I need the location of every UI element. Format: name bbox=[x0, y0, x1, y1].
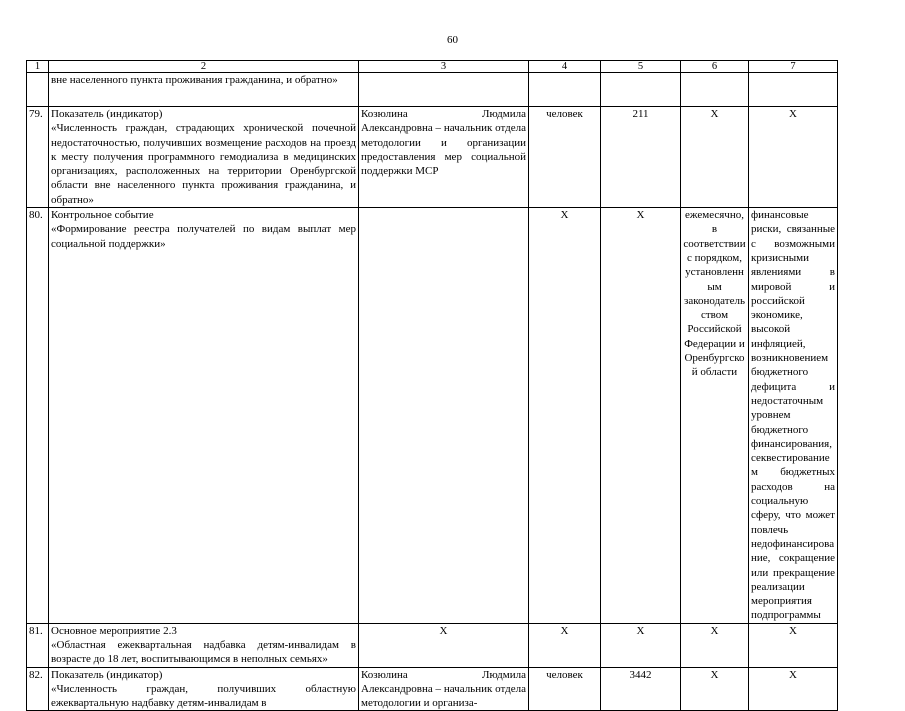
row-description: «Областная ежеквартальная надбавка детям-инвалидам в возрасте до 18 лет, воспитывающимся в неполных семьях» bbox=[51, 638, 356, 666]
row-name: вне населенного пункта проживания гражданина, и обратно» bbox=[49, 73, 359, 107]
row-col7 bbox=[749, 73, 838, 107]
row-description: «Формирование реестра получателей по видам выплат мер социальной поддержки» bbox=[51, 223, 356, 250]
row-col7: X bbox=[749, 623, 838, 667]
row-col3: X bbox=[359, 623, 529, 667]
row-title: Основное мероприятие 2.3 bbox=[51, 624, 177, 637]
row-name bbox=[49, 107, 359, 208]
row-col4: X bbox=[529, 208, 601, 624]
column-number-row bbox=[27, 61, 838, 73]
column-header-7: 7 bbox=[749, 61, 838, 73]
row-unit: человек bbox=[529, 667, 601, 711]
row-risks: финансовые риски, связанные с возможными кризисными явлениями в мировой и российской экономике, высокой инфляцией, возникновением бюджетного дефицита и недостаточным уровнем бюджетного финансирования, секвестированием бюджетных расходов на социальную сферу, что может повлечь недофинансирование, сокращение или прекращение реализации мероприятия подпрограммы bbox=[749, 208, 838, 624]
row-number: 79. bbox=[27, 107, 49, 208]
row-description: «Численность граждан, страдающих хронической почечной недостаточностью, получивших возмещение расходов на проезд к месту получения программного гемодиализа в медицинских организациях, расположенных на территории Оренбургской области вне населенного пункта проживания гражданина, и обратно» bbox=[51, 122, 356, 206]
row-name bbox=[49, 623, 359, 667]
row-number bbox=[27, 73, 49, 107]
column-header-1: 1 bbox=[27, 61, 49, 73]
row-name bbox=[49, 667, 359, 711]
row-col4 bbox=[529, 73, 601, 107]
column-header-3: 3 bbox=[359, 61, 529, 73]
table-row-continuation bbox=[27, 73, 838, 107]
row-title: Показатель (индикатор) bbox=[51, 668, 163, 681]
program-table bbox=[26, 60, 838, 711]
row-title: Контрольное событие bbox=[51, 209, 154, 222]
row-title: Показатель (индикатор) bbox=[51, 108, 163, 120]
row-col5: X bbox=[601, 208, 681, 624]
row-number: 82. bbox=[27, 667, 49, 711]
row-description: «Численность граждан, получивших областную ежеквартальную надбавку детям-инвалидам в bbox=[51, 682, 356, 710]
column-header-5: 5 bbox=[601, 61, 681, 73]
row-value: 211 bbox=[601, 107, 681, 208]
row-col5: X bbox=[601, 623, 681, 667]
row-value: 3442 bbox=[601, 667, 681, 711]
page-number: 60 bbox=[447, 34, 458, 46]
row-responsible: Козюлина Людмила Александровна – начальник отдела методологии и организа- bbox=[359, 667, 529, 711]
row-responsible bbox=[359, 208, 529, 624]
table-row-80 bbox=[27, 208, 838, 624]
row-col6: X bbox=[681, 667, 749, 711]
row-term: ежемесячно, в соответствии с порядком, установленным законодательством Российской Федерации и Оренбургской области bbox=[681, 208, 749, 624]
row-col6: X bbox=[681, 107, 749, 208]
row-responsible: Козюлина Людмила Александровна – начальник отдела методологии и организации предоставления мер социальной поддержки МСР bbox=[359, 107, 529, 208]
row-col5 bbox=[601, 73, 681, 107]
row-name bbox=[49, 208, 359, 624]
row-col7: X bbox=[749, 107, 838, 208]
column-header-6: 6 bbox=[681, 61, 749, 73]
column-header-4: 4 bbox=[529, 61, 601, 73]
table-row-81 bbox=[27, 623, 838, 667]
column-header-2: 2 bbox=[49, 61, 359, 73]
row-col6 bbox=[681, 73, 749, 107]
row-col6: X bbox=[681, 623, 749, 667]
row-number: 80. bbox=[27, 208, 49, 624]
row-number: 81. bbox=[27, 623, 49, 667]
row-col7: X bbox=[749, 667, 838, 711]
row-responsible bbox=[359, 73, 529, 107]
table-row-82 bbox=[27, 667, 838, 711]
row-unit: человек bbox=[529, 107, 601, 208]
row-col4: X bbox=[529, 623, 601, 667]
table-row-79 bbox=[27, 107, 838, 208]
